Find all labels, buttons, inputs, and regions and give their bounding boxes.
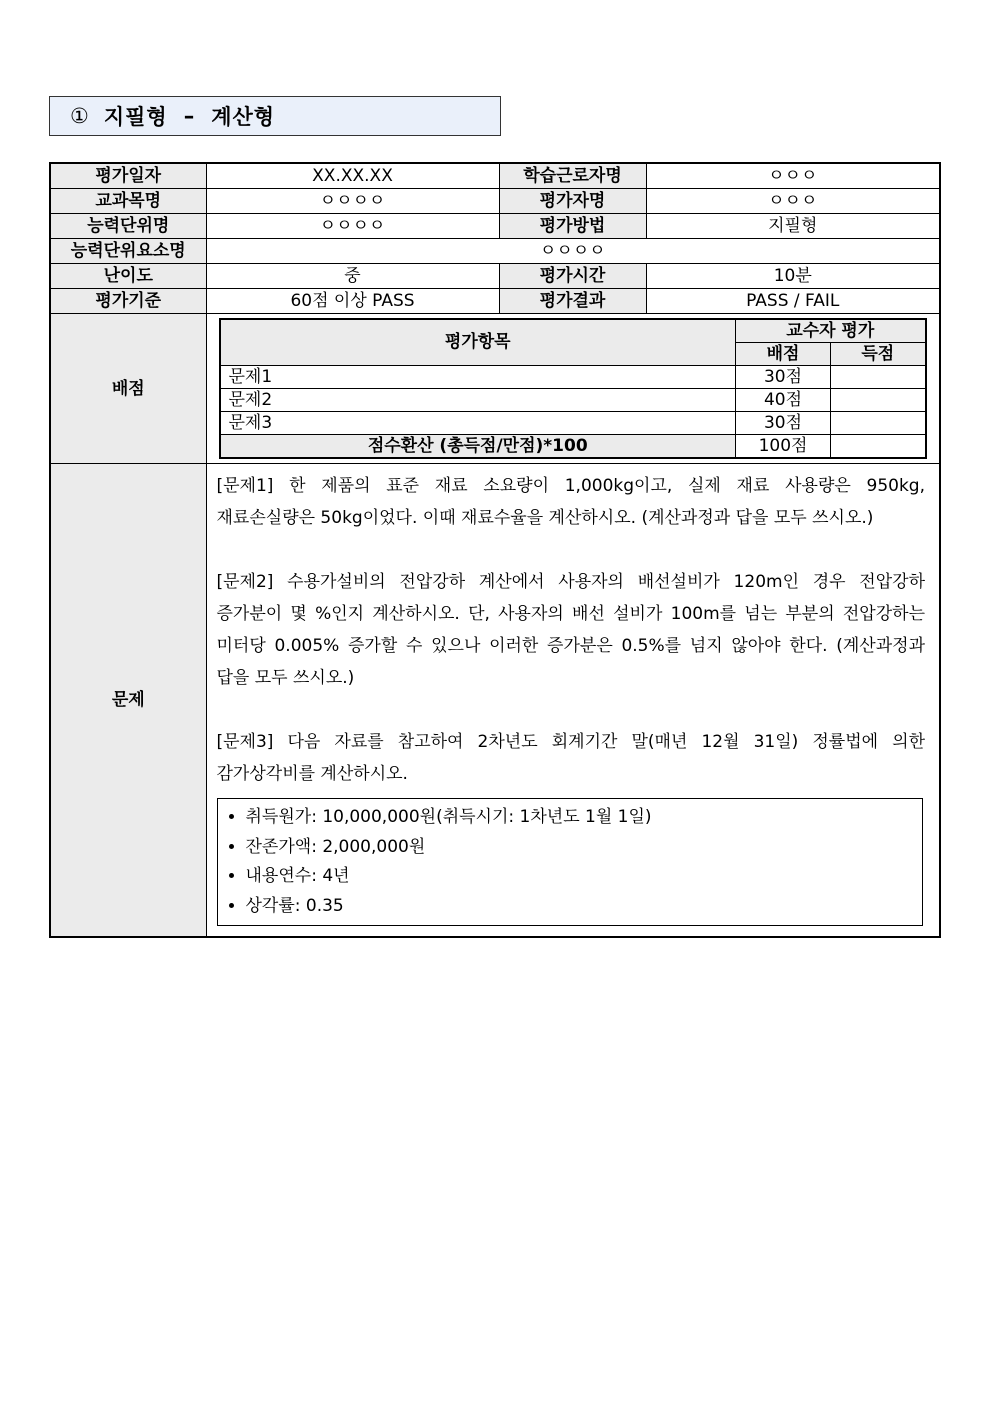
total-points: 100점 [736,435,831,459]
info-row [50,163,940,189]
total-row [220,435,926,459]
header-score: 득점 [831,343,926,366]
value-method: 지필형 [646,214,940,239]
item-score[interactable] [831,366,926,389]
table-row [220,412,926,435]
info-row [50,189,940,214]
total-score[interactable] [831,435,926,459]
label-subject: 교과목명 [50,189,206,214]
label-learner-name: 학습근로자명 [499,163,646,189]
section-title [49,96,501,136]
problem-3: [문제3] 다음 자료를 참고하여 2차년도 회계기간 말(매년 12월 31일) 정률법에 의한 감가상각비를 계산하시오. [216,732,925,784]
value-eval-date: XX.XX.XX [206,163,499,189]
evaluation-table [49,162,941,938]
scoring-row [50,314,940,464]
table-row [220,389,926,412]
item-points: 30점 [736,366,831,389]
data-item: • 취득원가: 10,000,000원(취득시기: 1차년도 1월 1일) [246,803,912,833]
header-points: 배점 [736,343,831,366]
item-points: 30점 [736,412,831,435]
label-unit-element: 능력단위요소명 [50,239,206,264]
total-label: 점수환산 (총득점/만점)*100 [220,435,736,459]
info-row [50,289,940,314]
value-subject: ㅇㅇㅇㅇ [206,189,499,214]
value-eval-time: 10분 [646,264,940,289]
reference-data-box [217,798,923,926]
label-scoring: 배점 [50,314,206,464]
problems-row [50,464,940,938]
value-difficulty: 중 [206,264,499,289]
value-criteria: 60점 이상 PASS [206,289,499,314]
label-criteria: 평가기준 [50,289,206,314]
header-eval-item: 평가항목 [220,319,736,366]
problem-2: [문제2] 수용가설비의 전압강하 계산에서 사용자의 배선설비가 120m인 경우 전압강하 증가분이 몇 %인지 계산하시오. 단, 사용자의 배선 설비가 100m를 넘는 부분의 전압강하는 미터당 0.005% 증가할 수 있으나 이러한 증가분은 0.5%를 넘지 않아야 한다. (계산과정과 답을 모두 쓰시오.) [216,572,925,688]
item-score[interactable] [831,389,926,412]
item-name: 문제2 [220,389,736,412]
scoring-cell [206,314,940,464]
item-score[interactable] [831,412,926,435]
value-unit: ㅇㅇㅇㅇ [206,214,499,239]
item-name: 문제1 [220,366,736,389]
label-unit: 능력단위명 [50,214,206,239]
label-method: 평가방법 [499,214,646,239]
label-evaluator: 평가자명 [499,189,646,214]
label-eval-date: 평가일자 [50,163,206,189]
section-number: ① [70,104,90,128]
section-title-right: 계산형 [211,105,276,129]
problems-cell [206,464,940,938]
info-row [50,214,940,239]
label-eval-time: 평가시간 [499,264,646,289]
data-item: • 잔존가액: 2,000,000원 [246,833,912,863]
value-learner-name: ㅇㅇㅇ [646,163,940,189]
info-row [50,239,940,264]
header-instructor-eval: 교수자 평가 [736,319,926,343]
item-name: 문제3 [220,412,736,435]
table-row [220,366,926,389]
value-unit-element: ㅇㅇㅇㅇ [206,239,940,264]
label-difficulty: 난이도 [50,264,206,289]
label-result: 평가결과 [499,289,646,314]
data-item: • 내용연수: 4년 [246,862,912,892]
problem-1: [문제1] 한 제품의 표준 재료 소요량이 1,000kg이고, 실제 재료 사용량은 950kg, 재료손실량은 50kg이었다. 이때 재료수율을 계산하시오. (계산과정과 답을 모두 쓰시오.) [216,476,925,528]
value-result: PASS / FAIL [646,289,940,314]
scoring-table [219,318,927,459]
item-points: 40점 [736,389,831,412]
label-problems: 문제 [50,464,206,938]
value-evaluator: ㅇㅇㅇ [646,189,940,214]
section-title-dash: – [183,104,196,128]
section-title-left: 지필형 [103,105,168,129]
data-item: • 상각률: 0.35 [246,892,912,922]
info-row [50,264,940,289]
